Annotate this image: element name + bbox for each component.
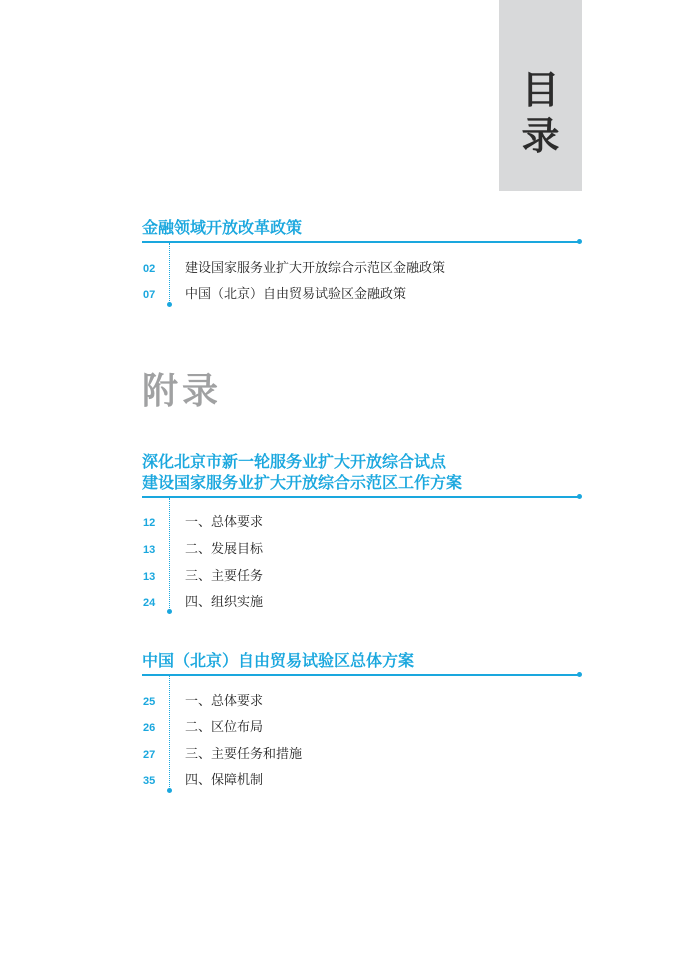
section-heading-line-2: 建设国家服务业扩大开放综合示范区工作方案 (142, 473, 463, 492)
toc-page-number: 27 (143, 749, 156, 761)
toc-item-title: 中国（北京）自由贸易试验区金融政策 (185, 287, 407, 302)
toc-item-title: 一、总体要求 (185, 515, 264, 530)
toc-item-title: 一、总体要求 (185, 694, 264, 709)
toc-vertical-guide (169, 676, 170, 789)
toc-page-number: 12 (143, 517, 156, 529)
toc-item-title: 四、组织实施 (185, 595, 264, 610)
divider-end-dot (577, 672, 582, 677)
toc-page-number: 26 (143, 722, 156, 734)
guide-end-dot (167, 609, 172, 614)
toc-item-title: 三、主要任务和措施 (185, 747, 303, 762)
toc-page-number: 25 (143, 696, 156, 708)
toc-vertical-guide (169, 243, 170, 303)
section-heading-financial-policy: 金融领域开放改革政策 (142, 218, 303, 237)
divider-end-dot (577, 494, 582, 499)
section-divider (142, 241, 580, 243)
guide-end-dot (167, 302, 172, 307)
section-heading-line-1: 深化北京市新一轮服务业扩大开放综合试点 (142, 452, 447, 471)
toc-page-number: 13 (143, 544, 156, 556)
appendix-title: 附录 (142, 371, 223, 412)
toc-item-title: 建设国家服务业扩大开放综合示范区金融政策 (185, 261, 446, 276)
divider-end-dot (577, 239, 582, 244)
section-heading-ftz-plan: 中国（北京）自由贸易试验区总体方案 (142, 651, 415, 670)
toc-title-char-2: 录 (521, 114, 560, 158)
toc-item-title: 二、发展目标 (185, 542, 264, 557)
toc-page-number: 35 (143, 775, 156, 787)
toc-page-number: 02 (143, 263, 156, 275)
guide-end-dot (167, 788, 172, 793)
section-divider (142, 674, 580, 676)
toc-title-block (499, 0, 582, 191)
toc-title-char-1: 目 (521, 68, 560, 112)
toc-page-number: 07 (143, 289, 156, 301)
toc-item-title: 四、保障机制 (185, 773, 264, 788)
toc-page-number: 24 (143, 597, 156, 609)
toc-item-title: 三、主要任务 (185, 569, 264, 584)
section-divider (142, 496, 580, 498)
toc-vertical-guide (169, 498, 170, 610)
toc-page-number: 13 (143, 571, 156, 583)
toc-item-title: 二、区位布局 (185, 720, 264, 735)
